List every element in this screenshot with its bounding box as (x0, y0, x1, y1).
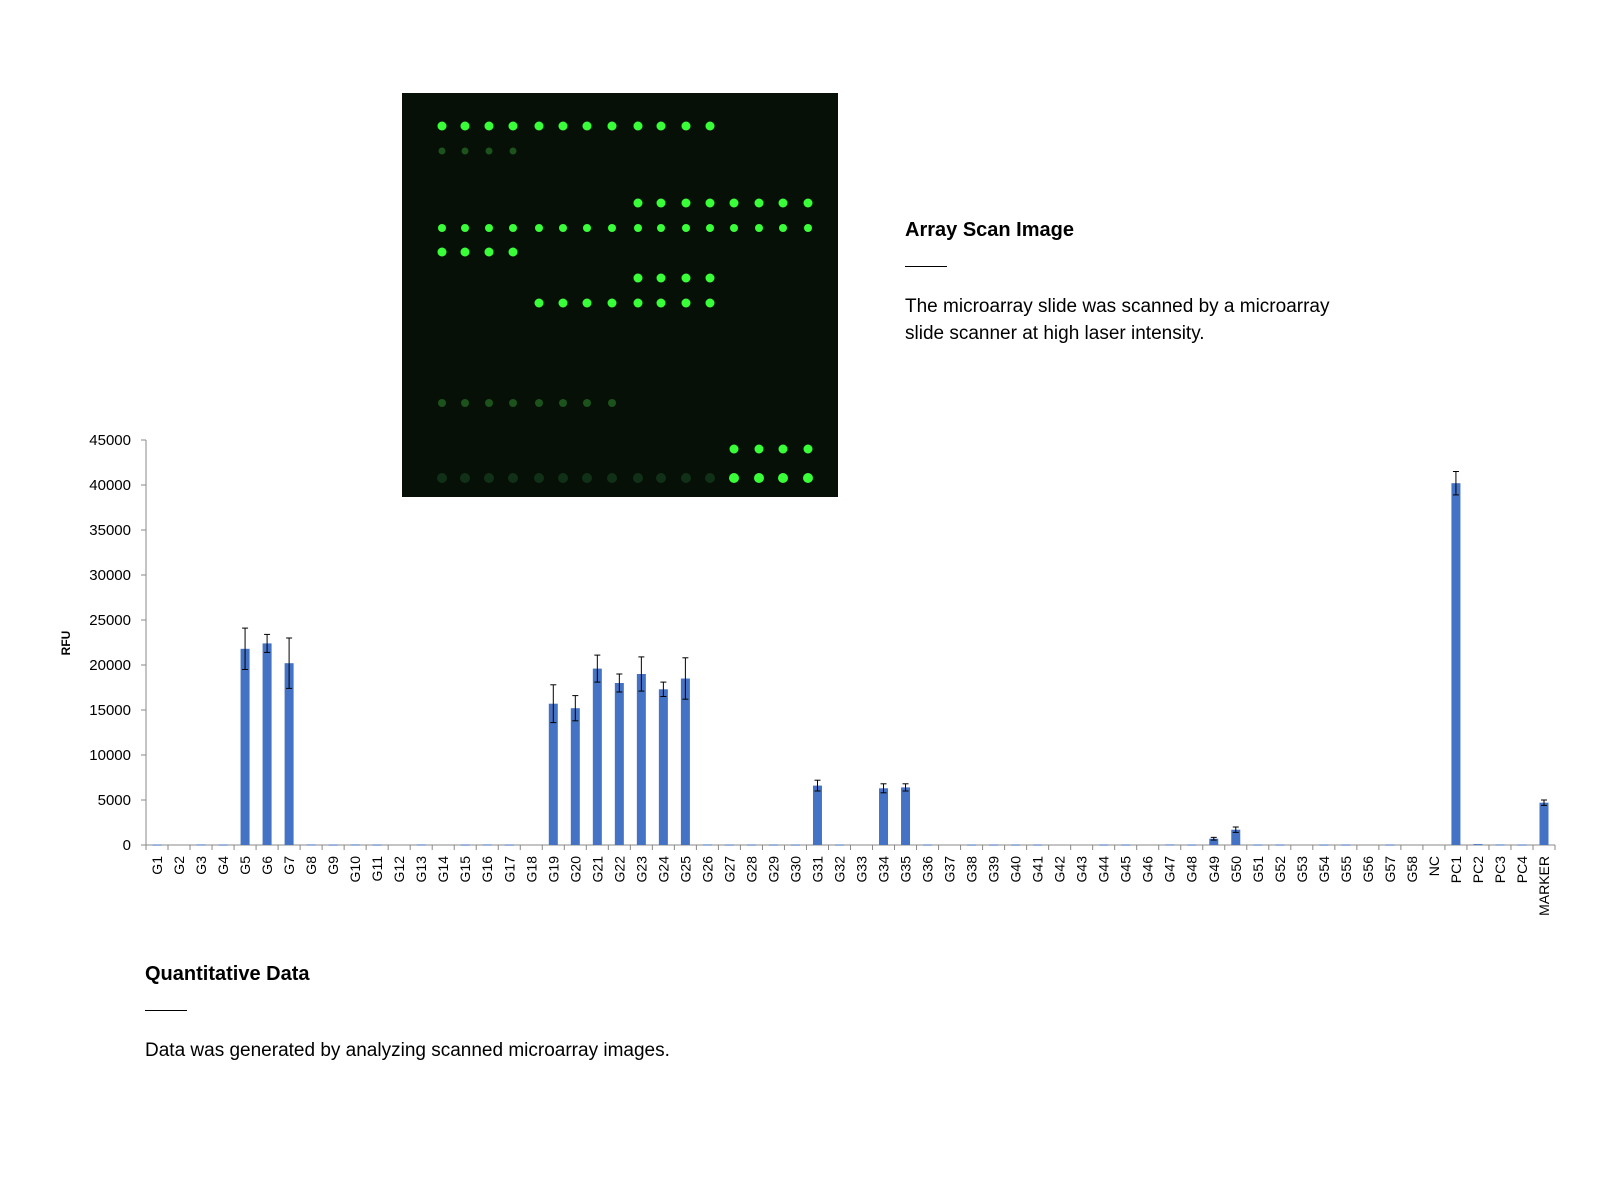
x-tick-label: G30 (787, 856, 804, 883)
bar-g55 (1341, 845, 1350, 846)
x-tick-label: G14 (435, 856, 452, 883)
bar-g9 (329, 845, 338, 846)
bar-g5 (241, 649, 250, 845)
x-tick-label: G27 (721, 856, 738, 883)
y-tick-label: 5000 (97, 792, 131, 809)
x-tick-label: G10 (347, 856, 364, 883)
x-tick-label: G26 (699, 856, 716, 883)
x-tick-label: G3 (193, 856, 210, 875)
x-tick-label: G50 (1227, 856, 1244, 883)
x-tick-label: G35 (897, 856, 914, 883)
x-tick-label: PC3 (1491, 856, 1508, 884)
bar-g8 (307, 844, 316, 845)
x-tick-label: G43 (1073, 856, 1090, 883)
x-tick-label: G32 (831, 856, 848, 883)
x-tick-label: G33 (853, 856, 870, 883)
x-tick-label: G4 (215, 856, 232, 875)
x-tick-label: G57 (1381, 856, 1398, 883)
y-tick-label: 35000 (89, 522, 131, 539)
bar-g36 (923, 845, 932, 846)
quant-section-heading: Quantitative Data (145, 963, 310, 985)
x-tick-label: G1 (149, 856, 166, 875)
bar-g45 (1121, 845, 1130, 846)
bar-pc2 (1473, 844, 1482, 845)
bar-g6 (263, 643, 272, 845)
bar-g16 (483, 844, 492, 845)
bar-g11 (373, 845, 382, 846)
bar-g28 (747, 845, 756, 846)
x-tick-label: G46 (1139, 856, 1156, 883)
bar-g15 (461, 845, 470, 846)
bar-g7 (285, 663, 294, 845)
x-tick-label: G53 (1293, 856, 1310, 883)
bar-g38 (967, 845, 976, 846)
bar-g54 (1319, 845, 1328, 846)
bar-g48 (1187, 845, 1196, 846)
y-tick-label: 20000 (89, 657, 131, 674)
y-tick-label: 15000 (89, 702, 131, 719)
bar-g1 (153, 845, 162, 846)
x-tick-label: G44 (1095, 856, 1112, 883)
bar-g41 (1033, 845, 1042, 846)
x-tick-label: G2 (171, 856, 188, 875)
x-tick-label: G58 (1403, 856, 1420, 883)
x-tick-label: G20 (567, 856, 584, 883)
y-tick-label: 30000 (89, 567, 131, 584)
bar-g21 (593, 669, 602, 845)
bar-g39 (989, 845, 998, 846)
x-tick-label: G41 (1029, 856, 1046, 883)
x-tick-label: G52 (1271, 856, 1288, 883)
bar-g25 (681, 679, 690, 846)
bar-g13 (417, 844, 426, 845)
quant-section-description: Data was generated by analyzing scanned microarray images. (145, 1040, 670, 1061)
x-tick-label: G28 (743, 856, 760, 883)
bar-g23 (637, 674, 646, 845)
x-tick-label: G15 (457, 856, 474, 883)
bar-g17 (505, 845, 514, 846)
x-tick-label: G23 (633, 856, 650, 883)
x-tick-label: G39 (985, 856, 1002, 883)
x-tick-label: G6 (259, 856, 276, 875)
bar-g4 (219, 845, 228, 846)
x-tick-label: G37 (941, 856, 958, 883)
x-tick-label: G38 (963, 856, 980, 883)
y-tick-label: 0 (122, 837, 131, 854)
x-tick-label: PC2 (1469, 856, 1486, 884)
y-tick-label: 10000 (89, 747, 131, 764)
x-tick-label: G5 (237, 856, 254, 875)
bar-g57 (1385, 845, 1394, 846)
x-tick-label: G8 (303, 856, 320, 875)
x-tick-label: G42 (1051, 856, 1068, 883)
x-tick-label: G29 (765, 856, 782, 883)
bar-g26 (703, 844, 712, 845)
bar-g30 (791, 845, 800, 846)
bar-g29 (769, 845, 778, 846)
bar-g51 (1253, 845, 1262, 846)
y-tick-label: 40000 (89, 477, 131, 494)
bar-g19 (549, 704, 558, 845)
bar-pc3 (1495, 844, 1504, 845)
x-tick-label: G51 (1249, 856, 1266, 883)
bar-g32 (835, 845, 844, 846)
x-tick-label: G16 (479, 856, 496, 883)
quant-section-divider (145, 1010, 187, 1011)
x-tick-label: G25 (677, 856, 694, 883)
bar-g3 (197, 844, 206, 845)
x-tick-label: G49 (1205, 856, 1222, 883)
x-tick-label: G54 (1315, 856, 1332, 883)
x-tick-label: G7 (281, 856, 298, 875)
bar-pc4 (1517, 845, 1526, 846)
x-tick-label: NC (1425, 856, 1442, 877)
bar-g44 (1099, 845, 1108, 846)
x-tick-label: G47 (1161, 856, 1178, 883)
x-tick-label: G13 (413, 856, 430, 883)
x-tick-label: G18 (523, 856, 540, 883)
bar-g31 (813, 786, 822, 845)
bar-g47 (1165, 844, 1174, 845)
bar-g40 (1011, 845, 1020, 846)
x-tick-label: G48 (1183, 856, 1200, 883)
scan-section-heading: Array Scan Image (905, 219, 1074, 241)
x-tick-label: MARKER (1535, 856, 1552, 916)
x-tick-label: G19 (545, 856, 562, 883)
x-tick-label: G11 (369, 856, 386, 882)
x-tick-label: G12 (391, 856, 408, 883)
x-tick-label: G55 (1337, 856, 1354, 883)
bar-g24 (659, 689, 668, 845)
x-tick-label: PC1 (1447, 856, 1464, 884)
bar-marker (1539, 803, 1548, 845)
x-tick-label: G22 (611, 856, 628, 883)
bar-g34 (879, 788, 888, 845)
bar-g22 (615, 683, 624, 845)
y-tick-label: 25000 (89, 612, 131, 629)
x-tick-label: G31 (809, 856, 826, 883)
bar-g10 (351, 844, 360, 845)
bar-pc1 (1451, 483, 1460, 845)
y-axis-label: RFU (59, 630, 73, 656)
bar-g20 (571, 708, 580, 845)
y-tick-label: 45000 (89, 432, 131, 449)
bar-g52 (1275, 845, 1284, 846)
x-tick-label: G56 (1359, 856, 1376, 883)
x-tick-label: PC4 (1513, 856, 1530, 884)
x-tick-label: G21 (589, 856, 606, 883)
x-tick-label: G34 (875, 856, 892, 883)
bar-g35 (901, 787, 910, 845)
x-tick-label: G17 (501, 856, 518, 883)
x-tick-label: G40 (1007, 856, 1024, 883)
x-tick-label: G36 (919, 856, 936, 883)
scan-section-description: The microarray slide was scanned by a microarray slide scanner at high laser intensity. (905, 296, 1330, 344)
x-tick-label: G45 (1117, 856, 1134, 883)
bar-g27 (725, 845, 734, 846)
x-tick-label: G9 (325, 856, 342, 875)
x-tick-label: G24 (655, 856, 672, 883)
